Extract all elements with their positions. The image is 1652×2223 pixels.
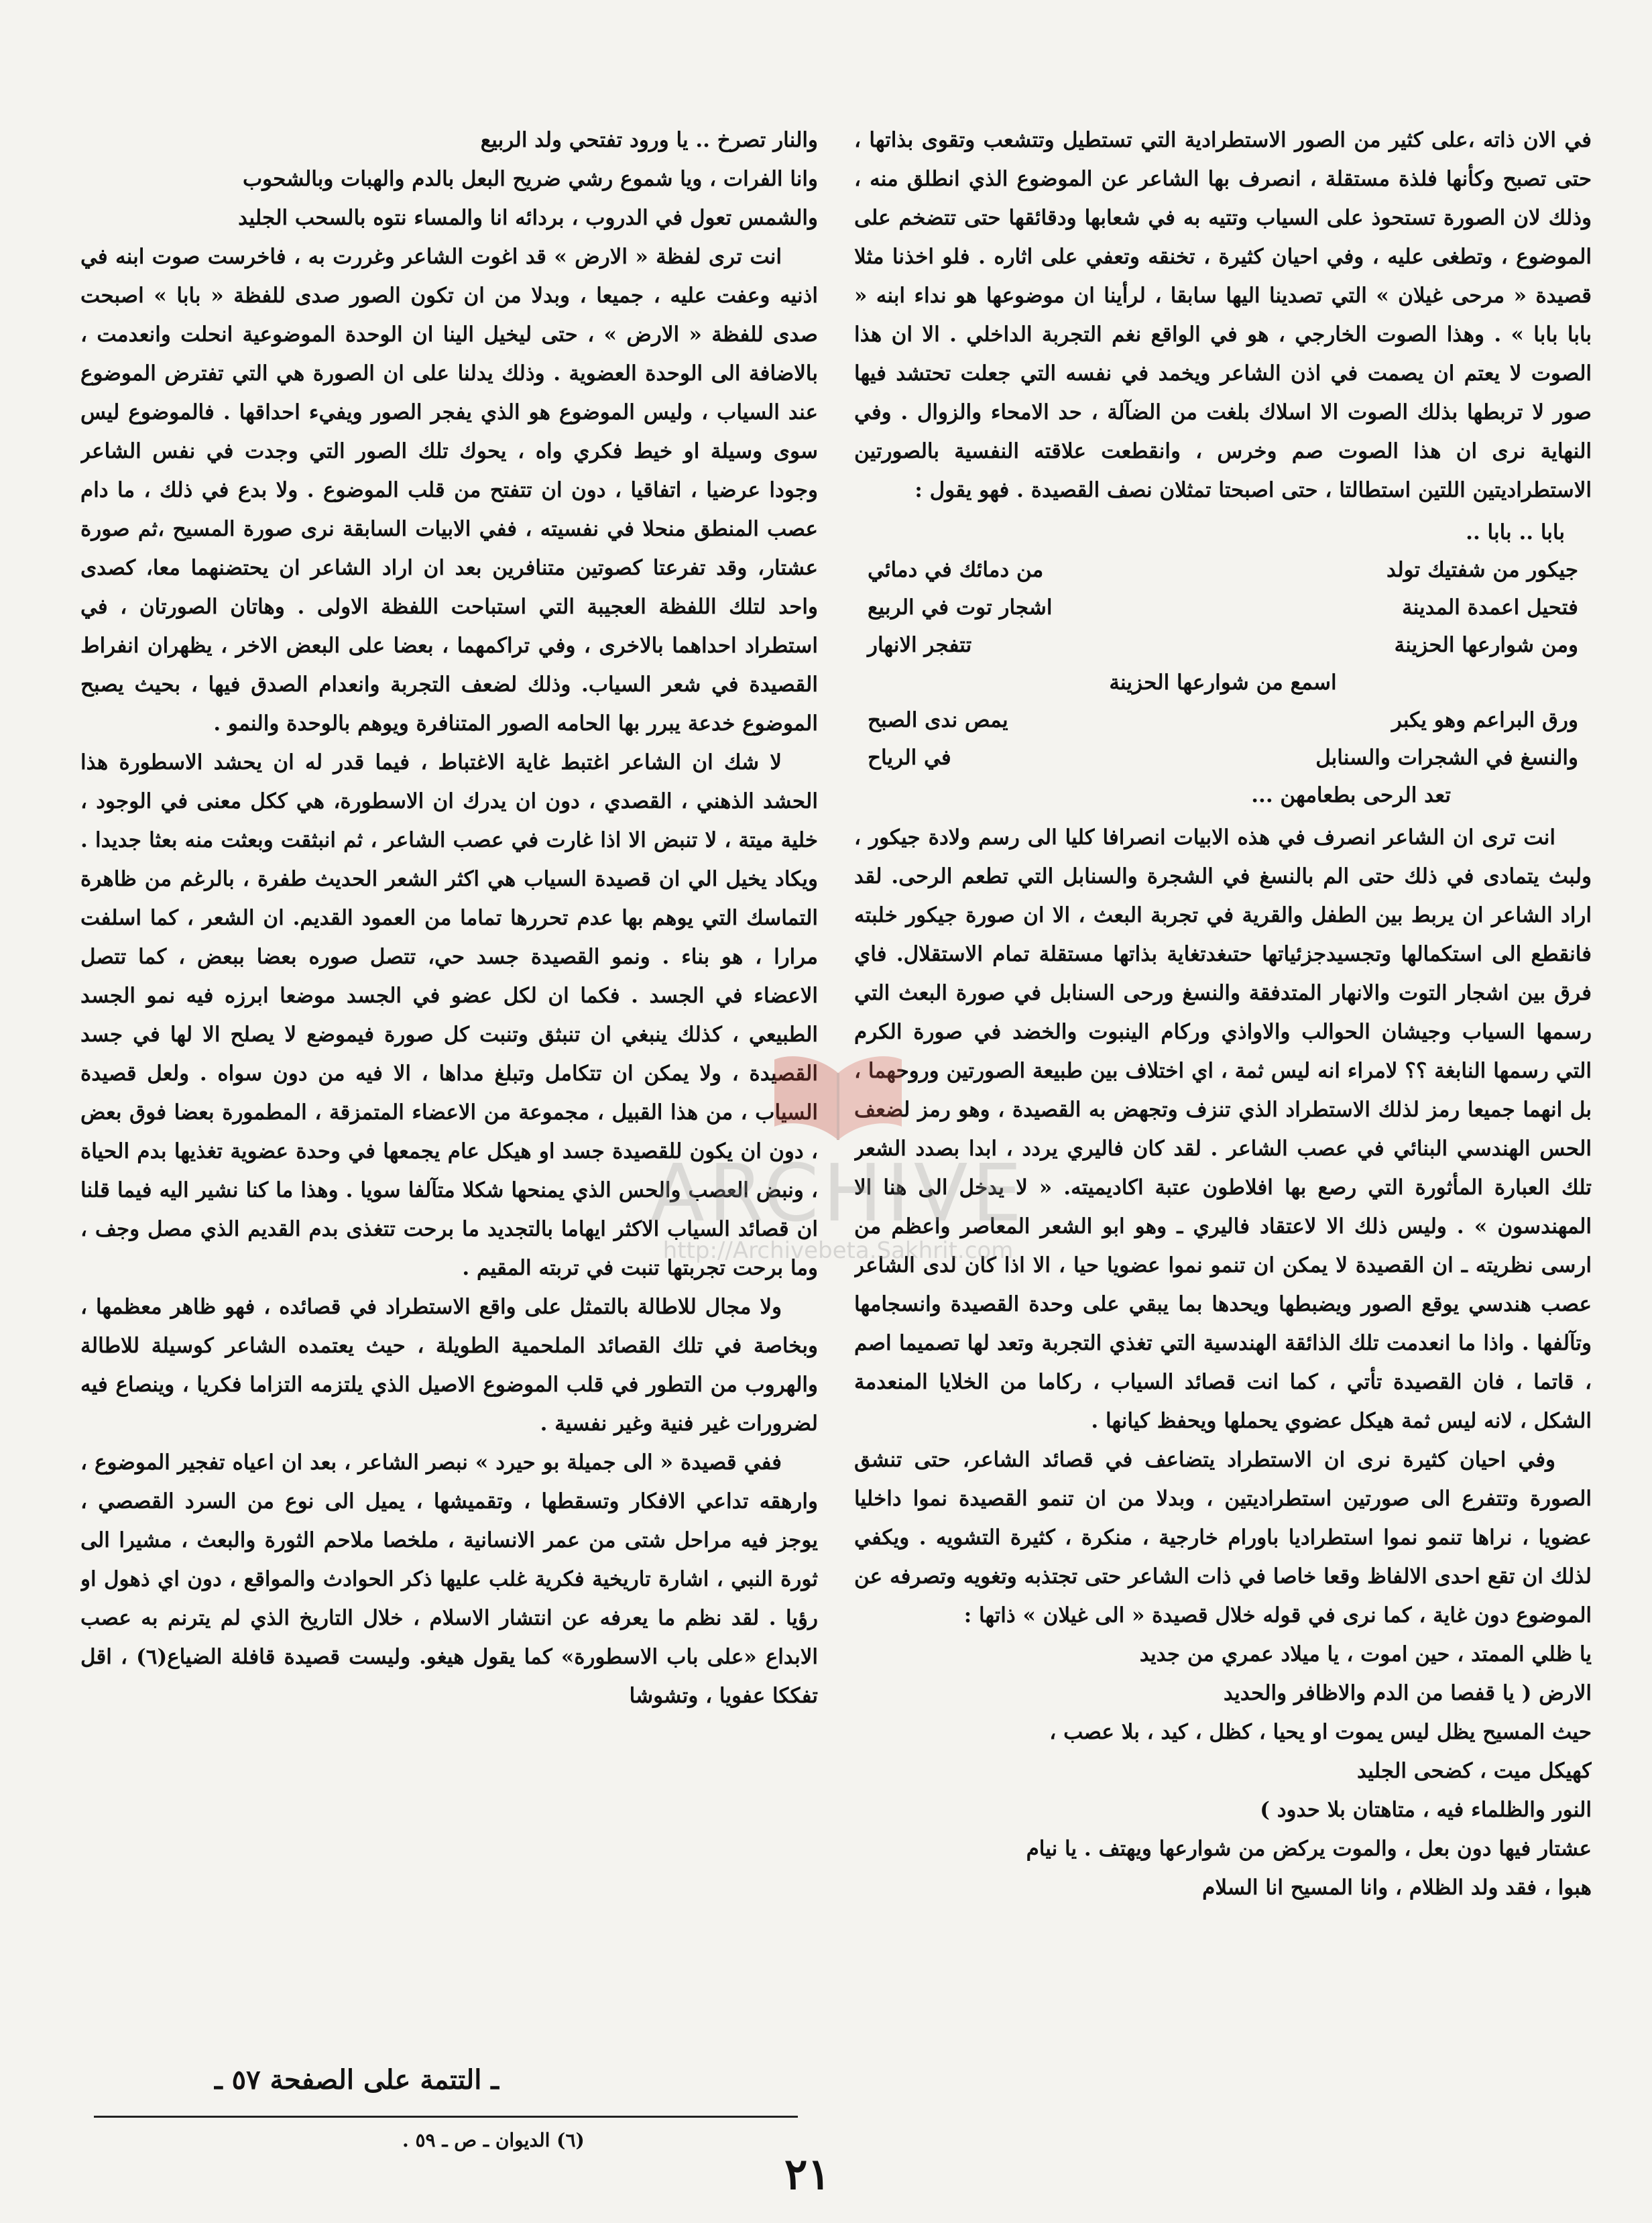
verse-line: هبوا ، فقد ولد الظلام ، وانا المسيح انا السلام — [1202, 1876, 1592, 1900]
right-paragraph-1: في الان ذاته ،على كثير من الصور الاستطرادية التي تستطيل وتتشعب وتقوى بذاتها ، حتى تصبح وكأنها فلذة مستقلة ، انصرف بها الشاعر عن الموضوع الذي انطلق منه ، وذلك لان الصورة تستحوذ على السياب وتتيه به في شعابها ودقائقها حتى تتضخم على الموضوع ، وتطغى عليه ، وفي احيان كثيرة ، تخنقه وتعفي على اثاره . فلو اخذنا مثلا قصيدة « مرحى غيلان » التي تصدينا اليها سابقا ، لرأينا ان موضوعها هو نداء ابنه « بابا بابا » . وهذا الصوت الخارجي ، هو في الواقع نغم التجربة الداخلي . الا ان هذا الصوت لا يعتم ان يصمت في اذن الشاعر ويخمد في نفسه التي جعلت تحتشد فيها صور لا تربطها بذلك الصوت الا اسلاك بلغت من الضآلة ، حد الامحاء والزوال . وفي النهاية نرى ان هذا الصوت صم وخرس ، وانقطعت علاقته النفسية بالصورتين الاستطراديتين اللتين استطالتا ، حتى اصبحتا تمثلان نصف القصيدة . فهو يقول : — [854, 128, 1592, 502]
poem-line — [854, 701, 1592, 739]
poem-line — [854, 626, 1592, 664]
verse-line: النور والظلماء فيه ، متاهتان بلا حدود ) — [1260, 1798, 1592, 1822]
right-paragraph-2: انت ترى ان الشاعر انصرف في هذه الابيات انصرافا كليا الى رسم ولادة جيكور ، ولبث يتمادى في ذلك حتى الم بالنسغ في الشجرة والسنابل التي تطعم الرحى. لقد اراد الشاعر ان يربط بين الطفل والقرية في تجربة البعث ، الا ان صورة جيكور خلبته فانقطع الى استكمالها وتجسيدجزئياتها حتىغدتغاية بذاتها مستقلة تمام الاستقلال. فاي فرق بين اشجار التوت والانهار المتدفقة والنسغ ورحى السنابل في صورة البعث التي رسمها السياب وجيشان الحوالب والاواذي وركام الينبوت والخضد في صورة الكرم التي رسمها النابغة ؟؟ لامراء انه ليس ثمة ، اي اختلاف بين طبيعة الصورتين وروحهما ، بل انهما جميعا رمز لذلك الاستطراد الذي تنزف وتجهض به القصيدة ، وهو رمز لضعف الحس الهندسي البنائي في عصب الشاعر . لقد كان فاليري يردد ، ابدا بصدد الشعر تلك العبارة المأثورة التي رصع بها افلاطون عتبة اكاديميته. « لا يدخل الى هنا الا المهندسون » . وليس ذلك الا لاعتقاد فاليري ـ وهو ابو الشعر المعاصر واعظم من ارسى نظريته ـ ان القصيدة لا يمكن ان تنمو نموا عضويا حيا ، الا اذا كان لدى الشاعر عصب هندسي يوقع الصور ويضبطها ويحدها بما يبقي على وحدة القصيدة وانسجامها وتآلفها . واذا ما انعدمت تلك الذائقة الهندسية التي تغذي التجربة وتعد لها تصميما اصم ، قاتما ، فان القصيدة تأتي ، كما انت قصائد السياب ، ركاما من الخلايا المنعدمة الشكل ، لانه ليس ثمة هيكل عضوي يحملها ويحفظ كيانها . — [854, 825, 1592, 1433]
poem-excerpt — [854, 514, 1592, 814]
verse-line: وانا الفرات ، ويا شموع رشي ضريح البعل بالدم والهبات وبالشحوب — [242, 167, 818, 191]
poem-hemistich-left: تتفجر الانهار — [868, 633, 972, 657]
poem-hemistich-right: فتحيل اعمدة المدينة — [1401, 595, 1578, 620]
quoted-verse — [854, 1635, 1592, 1907]
poem-line-inset: تعد الرحى بطعامهن ... — [1251, 783, 1451, 807]
poem-line — [854, 739, 1592, 777]
page-number: ٢١ — [784, 2149, 831, 2200]
poem-hemistich-left: اشجار توت في الربيع — [868, 595, 1053, 620]
watermark-url: http://Archivebeta.Sakhrit.com — [662, 1237, 1014, 1264]
opening-verse — [80, 121, 818, 237]
right-column — [854, 121, 1592, 2159]
verse-line: الارض ( يا قفصا من الدم والاظافر والحديد — [1223, 1681, 1592, 1705]
left-paragraph-2: لا شك ان الشاعر اغتبط غاية الاغتباط ، فيما قدر له ان يحشد الاسطورة هذا الحشد الذهني ، القصدي ، دون ان يدرك ان الاسطورة، هي ككل معنى في الوجود ، خلية ميتة ، لا تنبض الا اذا غارت في عصب الشاعر ، ثم انبثقت وبعثت منه بعثا جديدا . ويكاد يخيل الي ان قصيدة السياب هي اكثر الشعر الحديث طفرة ، بالرغم من ظاهرة التماسك التي يوهم بها عدم تحررها تماما من العمود القديم. ان الشعر ، كما اسلفت مرارا ، هو بناء . ونمو القصيدة جسد حي، تتصل صوره بعضا ببعض ، كما تتصل الاعضاء في الجسد . فكما ان لكل عضو في الجسد موضعا ابرزه فيه نمو الجسد الطبيعي ، كذلك ينبغي ان تنبثق وتنبت كل صورة فيموضع لا يصلح الا لها في جسد القصيدة ، ولا يمكن ان تتكامل وتبلغ مداها ، الا فيه من دون سواه . ولعل قصيدة السياب ، من هذا القبيل ، مجموعة من الاعضاء المتمزقة ، المطمورة بعضا فوق بعض ، دون ان يكون للقصيدة جسد او هيكل عام يجمعها في وحدة عضوية تغذيها بدم الحياة ، ونبض العصب والحس الذي يمنحها شكلا متآلفا سويا . وهذا ما كنا نشير اليه فيما قلنا ان قصائد السياب الاكثر ايهاما بالتجديد ما برحت تتغذى بدم القديم الذي مصل وجف ، وما برحت تجربتها تنبت في تربته المقيم . — [80, 750, 818, 1280]
footnote-divider — [94, 2116, 798, 2118]
poem-hemistich-left: يمص ندى الصبح — [868, 708, 1008, 732]
verse-line: حيث المسيح يظل ليس يموت او يحيا ، كظل ، كيد ، بلا عصب ، — [1049, 1720, 1592, 1744]
poem-hemistich-right: جيكور من شفتيك تولد — [1386, 558, 1578, 582]
poem-hemistich-left: من دمائك في دمائي — [868, 558, 1044, 582]
verse-line: كهيكل ميت ، كضحى الجليد — [1356, 1759, 1592, 1783]
left-paragraph-1: انت ترى لفظة « الارض » قد اغوت الشاعر وغررت به ، فاخرست صوت ابنه في اذنيه وعفت عليه ، جميعا ، وبدلا من ان تكون الصور صدى للفظة « بابا » اصبحت صدى للفظة « الارض » ، حتى ليخيل الينا ان الوحدة الموضوعية انحلت وانعدمت ، بالاضافة الى الوحدة العضوية . وذلك يدلنا على ان الصورة هي التي تفترض الموضوع عند السياب ، وليس الموضوع هو الذي يفجر الصور ويفيء احداقها . فالموضوع ليس سوى وسيلة او خيط فكري واه ، يحوك تلك الصور التي وجدت في نفس الشاعر وجودا عرضيا ، اتفاقيا ، دون ان تتفتح من قلب الموضوع . ولا بدع في ذلك ، ما دام عصب المنطق منحلا في نفسيته ، ففي الابيات السابقة نرى صورة المسيح ،ثم صورة عشتار، وقد تفرعتا كصوتين متنافرين بعد ان اراد الشاعر ان يحتضنهما معا، كصدى واحد لتلك اللفظة العجيبة التي استباحت اللفظة الاولى . وهاتان الصورتان ، في استطراد احداهما بالاخرى ، وفي تراكمهما ، بعضا على البعض الاخر ، يظهران انفراط القصيدة في شعر السياب. وذلك لضعف التجربة وانعدام الصدق فيها ، بحيث يصبح الموضوع خدعة يبرر بها الحامه الصور المتنافرة ويوهم بالوحدة والنمو . — [80, 245, 818, 736]
left-paragraph-3: ولا مجال للاطالة بالتمثل على واقع الاستطراد في قصائده ، فهو ظاهر معظمها ، وبخاصة في تلك القصائد الملحمية الطويلة ، حيث يعتمده الشاعر كوسيلة للاطالة والهروب من التطور في قلب الموضوع الاصيل الذي يلتزمه التزاما فكريا ، وينصاع فيه لضرورات غير فنية وغير نفسية . — [80, 1295, 818, 1436]
verse-line: يا ظلي الممتد ، حين اموت ، يا ميلاد عمري من جديد — [1139, 1642, 1592, 1666]
poem-line — [854, 589, 1592, 626]
poem-hemistich-right: ورق البراعم وهو يكبر — [1391, 708, 1578, 732]
footnote: (٦) الديوان ـ ص ـ ٥٩ . — [402, 2129, 585, 2151]
poem-hemistich-right: ومن شوارعها الحزينة — [1394, 633, 1578, 657]
watermark-title: ARCHIVE — [650, 1147, 1026, 1239]
poem-head: بابا .. بابا .. — [1466, 520, 1565, 545]
poem-hemistich-right: والنسغ في الشجرات والسنابل — [1315, 746, 1578, 770]
verse-line: عشتار فيها دون بعل ، والموت يركض من شوارعها ويهتف . يا نيام — [1026, 1837, 1592, 1861]
verse-line: والنار تصرخ .. يا ورود تفتحي ولد الربيع — [480, 128, 818, 152]
left-paragraph-4: ففي قصيدة « الى جميلة بو حيرد » نبصر الشاعر ، بعد ان اعياه تفجير الموضوع ، وارهقه تداعي الافكار وتسقطها ، وتقميشها ، يميل الى نوع من السرد القصصي ، يوجز فيه مراحل شتى من عمر الانسانية ، ملخصا ملاحم الثورة والبعث ، مشيرا الى ثورة النبي ، اشارة تاريخية فكرية غلب عليها ذكر الحوادث والمواقع ، دون اي ذهول او رؤيا . لقد نظم ما يعرفه عن انتشار الاسلام ، خلال التاريخ الذي لم يترنم به عصب الابداع «على باب الاسطورة» كما يقول هيغو. وليست قصيدة قافلة الضياع(٦) ، اقل تفككا عفويا ، وتشوشا — [80, 1450, 818, 1708]
poem-line — [854, 551, 1592, 589]
verse-line: والشمس تعول في الدروب ، بردائه انا والمساء نتوه بالسحب الجليد — [238, 206, 818, 230]
poem-hemistich-left: في الرياح — [868, 746, 951, 770]
continued-note: ـ التتمة على الصفحة ٥٧ ـ — [215, 2064, 499, 2096]
left-column — [80, 121, 818, 2059]
poem-line-centered: اسمع من شوارعها الحزينة — [1109, 671, 1337, 695]
right-paragraph-3: وفي احيان كثيرة نرى ان الاستطراد يتضاعف في قصائد الشاعر، حتى تنشق الصورة وتتفرع الى صورتين استطراديتين ، وبدلا من ان تنمو القصيدة نموا داخليا عضويا ، نراها تنمو نموا استطراديا باورام خارجية ، منكرة ، كثيرة التشويه . ويكفي لذلك ان تقع احدى الالفاظ وقعا خاصا في ذات الشاعر حتى تجتذبه وتغويه وتصرفه عن الموضوع دون غاية ، كما نرى في قوله خلال قصيدة « الى غيلان » ذاتها : — [854, 1448, 1592, 1628]
